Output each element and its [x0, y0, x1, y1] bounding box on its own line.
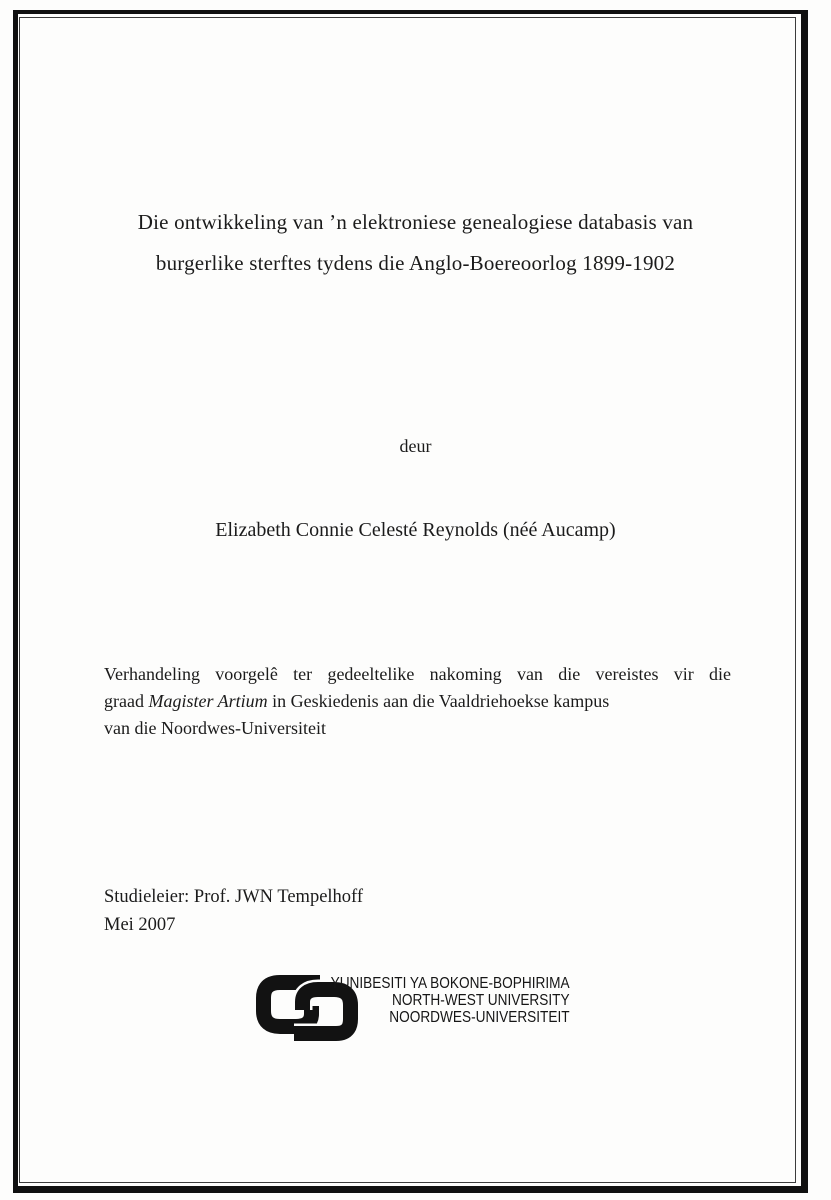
degree-name: Magister Artium: [148, 691, 268, 711]
submission-line2-prefix: graad: [104, 691, 149, 711]
thesis-title-line1: Die ontwikkeling van ’n elektroniese genealogiese databasis van: [137, 210, 694, 234]
date-line: Mei 2007: [104, 914, 176, 935]
byline-label: deur: [399, 436, 432, 456]
logo-text-setswana: YUNIBESITI YA BOKONE-BOPHIRIMA: [330, 975, 570, 992]
submission-line2: [104, 688, 731, 715]
logo-text-english: NORTH-WEST UNIVERSITY: [392, 992, 570, 1009]
supervisor-block: [104, 884, 363, 939]
thesis-title-line2: burgerlike sterftes tydens die Anglo-Boereoorlog 1899-1902: [155, 251, 676, 275]
submission-line3: van die Noordwes-Universiteit: [104, 718, 326, 738]
thesis-title: [50, 202, 781, 284]
logo-text-afrikaans: NOORDWES-UNIVERSITEIT: [389, 1009, 570, 1026]
submission-line1: Verhandeling voorgelê ter gedeeltelike nakoming van die vereistes vir die: [104, 664, 731, 684]
supervisor-line: Studieleier: Prof. JWN Tempelhoff: [104, 887, 364, 907]
university-logo-text: [331, 975, 570, 1026]
author-name: Elizabeth Connie Celesté Reynolds (néé Aucamp): [215, 519, 616, 541]
submission-statement: [104, 661, 731, 742]
submission-line2-suffix: in Geskiedenis aan die Vaaldriehoekse kampus: [267, 691, 610, 711]
